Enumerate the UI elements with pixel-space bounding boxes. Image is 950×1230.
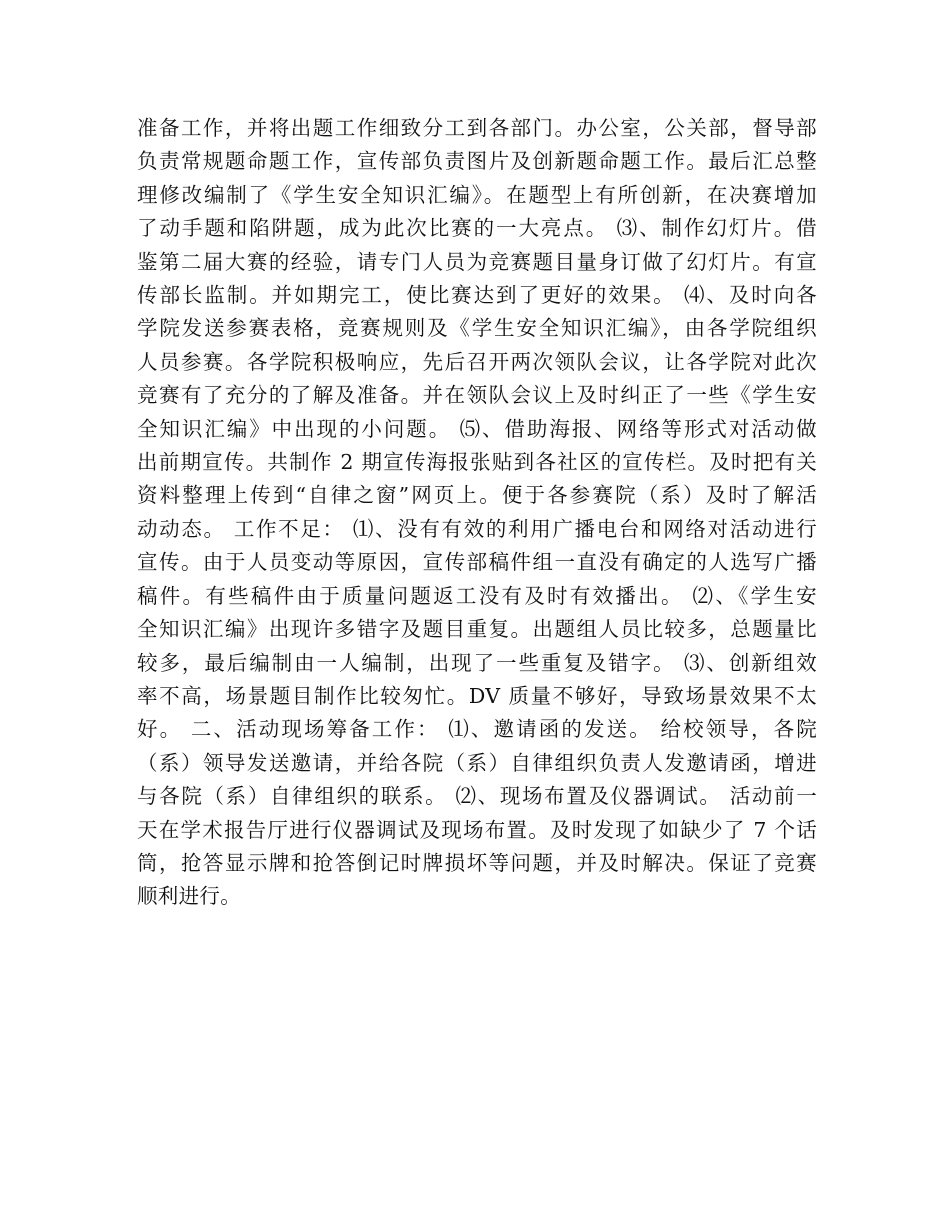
text-line: 顺利进行。 [137, 884, 241, 909]
text-line: 鉴第二届大赛的经验，请专门人员为竞赛题目量身订做了幻灯片。有宣 [137, 249, 817, 274]
text-line: 筒，抢答显示牌和抢答倒记时牌损坏等问题，并及时解决。保证了竞赛 [137, 850, 817, 875]
text-line: 全知识汇编》中出现的小问题。 ⑸、借助海报、网络等形式对活动做 [137, 416, 817, 441]
text-line: 理修改编制了《学生安全知识汇编》。在题型上有所创新，在决赛增加 [137, 182, 817, 207]
text-line: 动动态。 工作不足： ⑴、没有有效的利用广播电台和网络对活动进行 [137, 516, 817, 541]
text-line: 宣传。由于人员变动等原因，宣传部稿件组一直没有确定的人选写广播 [137, 550, 817, 575]
text-line: 好。 二、活动现场筹备工作： ⑴、邀请函的发送。 给校领导，各院 [137, 717, 817, 742]
text-line: 了动手题和陷阱题，成为此次比赛的一大亮点。 ⑶、制作幻灯片。借 [137, 216, 817, 241]
text-line: 竞赛有了充分的了解及准备。并在领队会议上及时纠正了一些《学生安 [137, 383, 817, 408]
text-line: 准备工作，并将出题工作细致分工到各部门。办公室，公关部，督导部 [137, 116, 817, 140]
text-line: 人员参赛。各学院积极响应，先后召开两次领队会议，让各学院对此次 [137, 349, 817, 374]
text-line: 负责常规题命题工作，宣传部负责图片及创新题命题工作。最后汇总整 [137, 149, 817, 174]
text-line: 学院发送参赛表格，竞赛规则及《学生安全知识汇编》，由各学院组织 [137, 316, 817, 341]
text-line: 与各院（系）自律组织的联系。 ⑵、现场布置及仪器调试。 活动前一 [137, 784, 817, 809]
text-line: 较多，最后编制由一人编制，出现了一些重复及错字。 ⑶、创新组效 [137, 650, 817, 675]
text-line: 传部长监制。并如期完工，使比赛达到了更好的效果。 ⑷、及时向各 [137, 283, 817, 308]
body-text [137, 112, 817, 914]
text-line: 全知识汇编》出现许多错字及题目重复。出题组人员比较多，总题量比 [137, 617, 817, 642]
text-line: （系）领导发送邀请，并给各院（系）自律组织负责人发邀请函，增进 [137, 750, 817, 775]
text-line: 稿件。有些稿件由于质量问题返工没有及时有效播出。 ⑵、《学生安 [137, 583, 817, 608]
text-line: 天在学术报告厅进行仪器调试及现场布置。及时发现了如缺少了 7 个话 [137, 817, 817, 842]
text-line: 出前期宣传。共制作 2 期宣传海报张贴到各社区的宣传栏。及时把有关 [137, 450, 817, 475]
text-line: 资料整理上传到“自律之窗”网页上。便于各参赛院（系）及时了解活 [137, 483, 817, 508]
text-line: 率不高，场景题目制作比较匆忙。DV 质量不够好，导致场景效果不太 [137, 683, 817, 708]
